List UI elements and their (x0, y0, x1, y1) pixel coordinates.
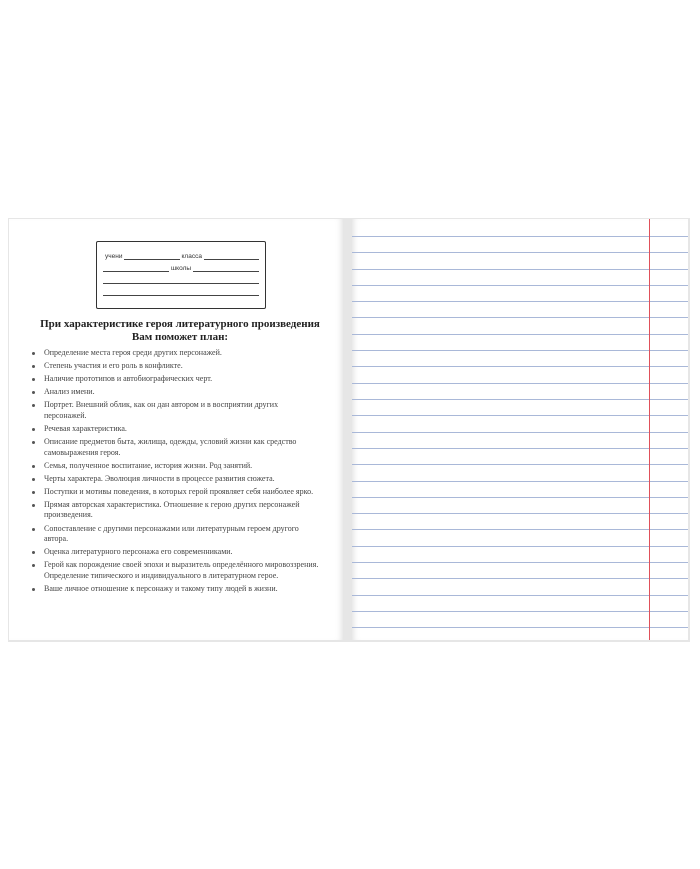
label-blank-line (103, 276, 259, 284)
plan-item: Речевая характеристика. (32, 424, 322, 435)
ruled-line (352, 432, 688, 433)
label-row-student (103, 251, 259, 260)
ruled-line (352, 285, 688, 286)
label-row-school (103, 263, 259, 272)
ruled-line (352, 513, 688, 514)
ruled-line (352, 481, 688, 482)
plan-item: Черты характера. Эволюция личности в процессе развития сюжета. (32, 474, 322, 485)
plan-heading-line-2: Вам поможет план: (131, 331, 229, 343)
label-blank-line (103, 288, 259, 296)
ruled-line (352, 497, 688, 498)
plan-item: Герой как порождение своей эпохи и выразитель определённого мировоззрения. Определение типического и индивидуального в литературном герое. (32, 560, 322, 581)
ruled-line (352, 399, 688, 400)
plan-item: Определение места героя среди других персонажей. (32, 348, 322, 359)
ruled-line (352, 464, 688, 465)
ruled-line (352, 627, 688, 628)
ruled-line (352, 611, 688, 612)
ruled-line (352, 301, 688, 302)
ruled-line (352, 529, 688, 530)
plan-item: Ваше личное отношение к персонажу и такому типу людей в жизни. (32, 584, 322, 595)
label-row-blank-1 (103, 275, 259, 284)
label-student-blank (124, 252, 179, 260)
ruled-line (352, 595, 688, 596)
ruled-line (352, 562, 688, 563)
ruled-line (352, 317, 688, 318)
label-school-blank-right (193, 264, 259, 272)
ruled-line (352, 366, 688, 367)
plan-item: Прямая авторская характеристика. Отношение к герою других персонажей произведения. (32, 500, 322, 521)
margin-line (649, 219, 650, 640)
plan-item: Портрет. Внешний облик, как он дан автором и в восприятии других персонажей. (32, 400, 322, 421)
plan-item: Описание предметов быта, жилища, одежды, условий жизни как средство самовыражения героя. (32, 437, 322, 458)
ruled-line (352, 383, 688, 384)
ruled-line (352, 252, 688, 253)
ruled-line (352, 236, 688, 237)
plan-item: Поступки и мотивы поведения, в которых герой проявляет себя наиболее ярко. (32, 487, 322, 498)
label-class-word: класса (181, 253, 202, 260)
plan-heading-line-1: При характеристике героя литературного произведения (40, 318, 320, 330)
plan-item: Оценка литературного персонажа его современниками. (32, 547, 322, 558)
plan-item: Семья, полученное воспитание, история жизни. Род занятий. (32, 461, 322, 472)
label-student-word: учени (105, 253, 123, 260)
label-school-word: школы (170, 265, 192, 272)
right-ruled-page (352, 219, 688, 640)
ruled-line (352, 546, 688, 547)
ruled-line (352, 350, 688, 351)
ruled-line (352, 448, 688, 449)
plan-item: Степень участия и его роль в конфликте. (32, 361, 322, 372)
plan-list (32, 348, 322, 597)
plan-item: Наличие прототипов и автобиографических черт. (32, 374, 322, 385)
ruled-line (352, 269, 688, 270)
plan-item: Анализ имени. (32, 387, 322, 398)
ruled-line (352, 415, 688, 416)
plan-item: Сопоставление с другими персонажами или литературным героем другого автора. (32, 524, 322, 545)
ruled-line (352, 334, 688, 335)
label-row-blank-2 (103, 287, 259, 296)
name-label-box (96, 241, 266, 309)
label-class-blank (204, 252, 259, 260)
label-school-blank-left (103, 264, 169, 272)
ruled-line (352, 578, 688, 579)
plan-heading (30, 318, 330, 344)
